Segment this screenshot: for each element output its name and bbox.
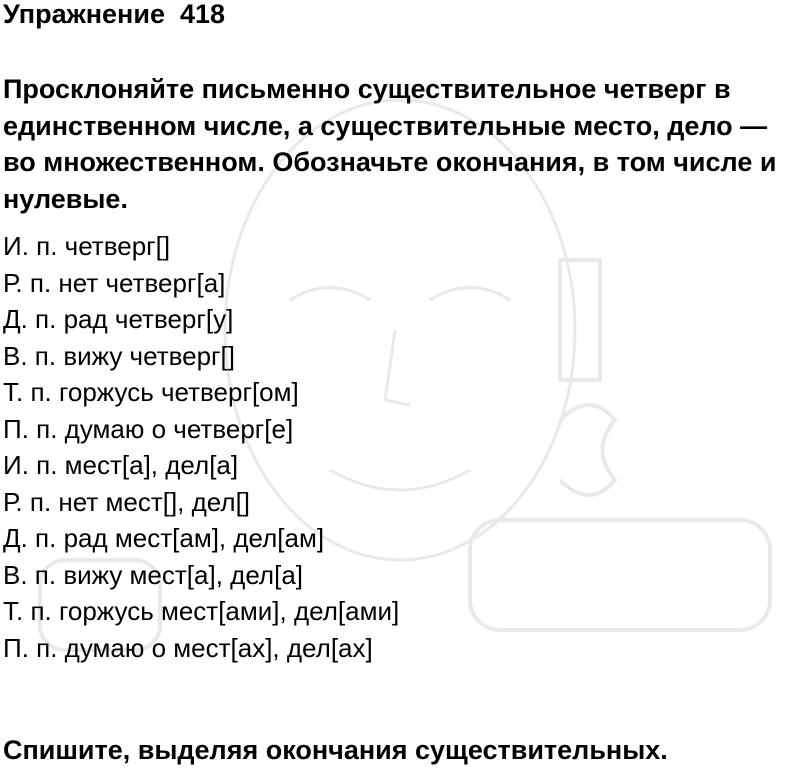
declension-list [3,228,399,666]
declension-line: И. п. четверг[] [3,231,171,261]
declension-line: Д. п. рад мест[ам], дел[ам] [3,523,325,553]
exercise-title: Упражнение 418 [3,0,226,29]
declension-line: Д. п. рад четверг[у] [3,304,234,334]
declension-line: Т. п. горжусь четверг[ом] [3,377,299,407]
footer-instruction: Спишите, выделяя окончания существительных. [3,735,668,765]
declension-line: В. п. вижу мест[а], дел[а] [3,559,304,590]
declension-line: П. п. думаю о четверг[е] [3,413,294,444]
declension-line: П. п. думаю о мест[ах], дел[ах] [3,632,373,663]
declension-line: Т. п. горжусь мест[ами], дел[ами] [3,596,400,626]
task-instructions: Просклоняйте письменно существительное четверг в единственном числе, а существительные место, дело — во множественном. Обозначьте окончания, в том числе и нулевые. [3,74,777,214]
declension-line: И. п. мест[а], дел[а] [3,450,239,480]
declension-line: Р. п. нет четверг[а] [3,267,226,298]
declension-line: Р. п. нет мест[], дел[] [3,486,251,517]
declension-line: В. п. вижу четверг[] [3,340,235,371]
